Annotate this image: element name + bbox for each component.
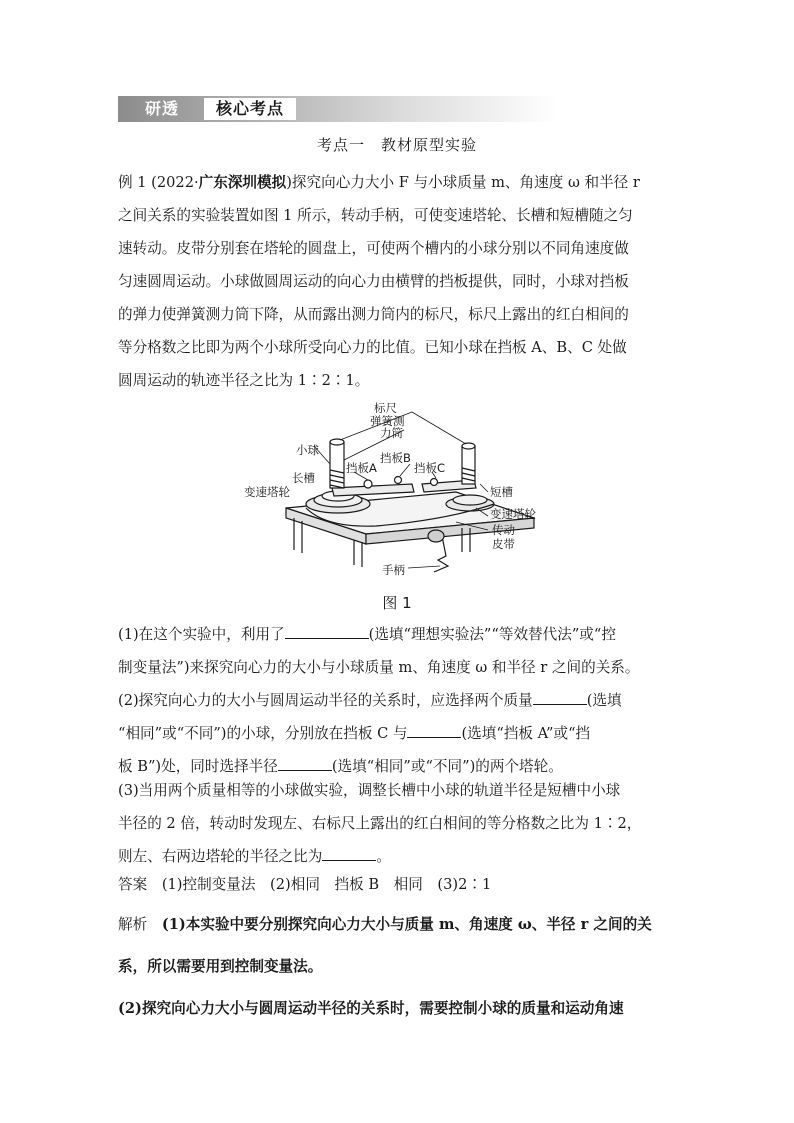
example-line-4: 匀速圆周运动。小球做圆周运动的向心力由横臂的挡板提供，同时，小球对挡板: [118, 273, 629, 290]
banner-left-text: 研透: [144, 99, 179, 118]
example-line-7: 圆周运动的轨迹半径之比为 1∶2∶1。: [118, 372, 370, 389]
example-line-1: 探究向心力大小 F 与小球质量 m、角速度 ω 和半径 r: [291, 174, 640, 191]
example-paragraph: 例 1 (2022·广东深圳模拟)探究向心力大小 F 与小球质量 m、角速度 ω 和半径 r 之间关系的实验装置如图 1 所示，转动手柄，可使变速塔轮、长槽和短槽随之匀 速转动。皮带分别套在塔轮的圆盘上，可使两个槽内的小球分别以不同角速度做 匀速圆周运动。小球做圆周运动的向心力由横臂的挡板提供，同时，小球对挡板 的弹力使弹簧测力筒下降，从而露出测力筒内的标尺，标尺上露出的红白相间的 等分格数之比即为两个小球所受向心力的比值。已知小球在挡板 A、B、C 处做 圆周运动的轨迹半径之比为 1∶2∶1。: [118, 174, 640, 389]
q3-text-d: 。: [376, 848, 391, 865]
label-belt-1: 传动: [492, 523, 515, 537]
q1-text-b: (选填“理想实验法”“等效替代法”或“控: [368, 626, 616, 643]
q2-text-c: “相同”或“不同”)的小球，分别放在挡板 C 与: [118, 725, 408, 742]
section-banner: [118, 96, 558, 122]
label-ball: 小球: [296, 443, 319, 457]
q2-text-d: (选填“挡板 A”或“挡: [461, 725, 591, 742]
example-source: 广东深圳模拟: [198, 174, 287, 191]
example-line-3: 速转动。皮带分别套在塔轮的圆盘上，可使两个槽内的小球分别以不同角速度做: [118, 240, 629, 257]
example-line-6: 等分格数之比即为两个小球所受向心力的比值。已知小球在挡板 A、B、C 处做: [118, 339, 627, 356]
apparatus-drawing: [236, 400, 556, 590]
label-wheel-right: 变速塔轮: [490, 507, 536, 521]
label-handle: 手柄: [382, 563, 405, 577]
analysis-p1: (1)本实验中要分别探究向心力大小与质量 m、角速度 ω、半径 r 之间的关: [161, 916, 652, 933]
example-line-5: 的弹力使弹簧测力筒下降，从而露出测力筒内的标尺，标尺上露出的红白相间的: [118, 306, 629, 323]
q3-blank: [322, 846, 376, 861]
analysis-label: 解析: [118, 916, 148, 933]
banner-right-text: 核心考点: [204, 98, 296, 120]
apparatus-figure: [236, 400, 556, 590]
label-plate-a: 挡板A: [346, 461, 377, 475]
answer-line: [118, 868, 678, 901]
label-plate-c: 挡板C: [414, 461, 446, 475]
q2-text-e: 板 B”)处，同时选择半径: [118, 758, 278, 775]
q2-text-f: (选填“相同”或“不同”)的两个塔轮。: [331, 758, 563, 775]
q3-text-b: 半径的 2 倍，转动时发现左、右标尺上露出的红白相间的等分格数之比为 1∶2，: [118, 815, 642, 832]
q1-text-a: (1)在这个实验中，利用了: [118, 626, 285, 643]
example-line-2: 之间关系的实验装置如图 1 所示，转动手柄，可使变速塔轮、长槽和短槽随之匀: [118, 207, 633, 224]
label-spring-1: 弹簧测: [370, 414, 405, 428]
question-2: [118, 684, 678, 783]
analysis-p2: 系，所以需要用到控制变量法。: [118, 958, 323, 975]
q2-text-a: (2)探究向心力的大小与圆周运动半径的关系时，应选择两个质量: [118, 692, 533, 709]
figure-caption: 图 1: [382, 594, 412, 612]
q2-blank-2: [407, 723, 461, 738]
question-3: [118, 774, 678, 873]
answer-label: 答案: [118, 876, 148, 893]
label-plate-b: 挡板B: [380, 451, 411, 465]
analysis-paragraph: [118, 904, 678, 1030]
label-long-groove: 长槽: [292, 471, 315, 485]
label-belt-2: 皮带: [492, 537, 515, 551]
q1-blank: [285, 624, 369, 639]
label-ruler: 标尺: [374, 401, 397, 415]
answer-text: (1)控制变量法 (2)相同 挡板 B 相同 (3)2∶1: [161, 876, 492, 893]
q2-text-b: (选填: [586, 692, 622, 709]
label-spring-2: 力筒: [380, 426, 403, 440]
q2-blank-3: [278, 756, 332, 771]
label-short-groove: 短槽: [490, 485, 513, 499]
q2-blank-1: [533, 690, 587, 705]
q1-text-c: 制变量法”)来探究向心力的大小与小球质量 m、角速度 ω 和半径 r 之间的关系。: [118, 659, 640, 676]
question-1: [118, 618, 678, 684]
q3-text-c: 则左、右两边塔轮的半径之比为: [118, 848, 323, 865]
section-title: 考点一 教材原型实验: [316, 136, 477, 154]
example-prefix: 例 1 (2022·: [118, 174, 199, 191]
analysis-p3: (2)探究向心力大小与圆周运动半径的关系时，需要控制小球的质量和运动角速: [118, 1000, 624, 1017]
q3-text-a: (3)当用两个质量相等的小球做实验，调整长槽中小球的轨道半径是短槽中小球: [118, 782, 621, 799]
label-wheel-left: 变速塔轮: [244, 485, 290, 499]
